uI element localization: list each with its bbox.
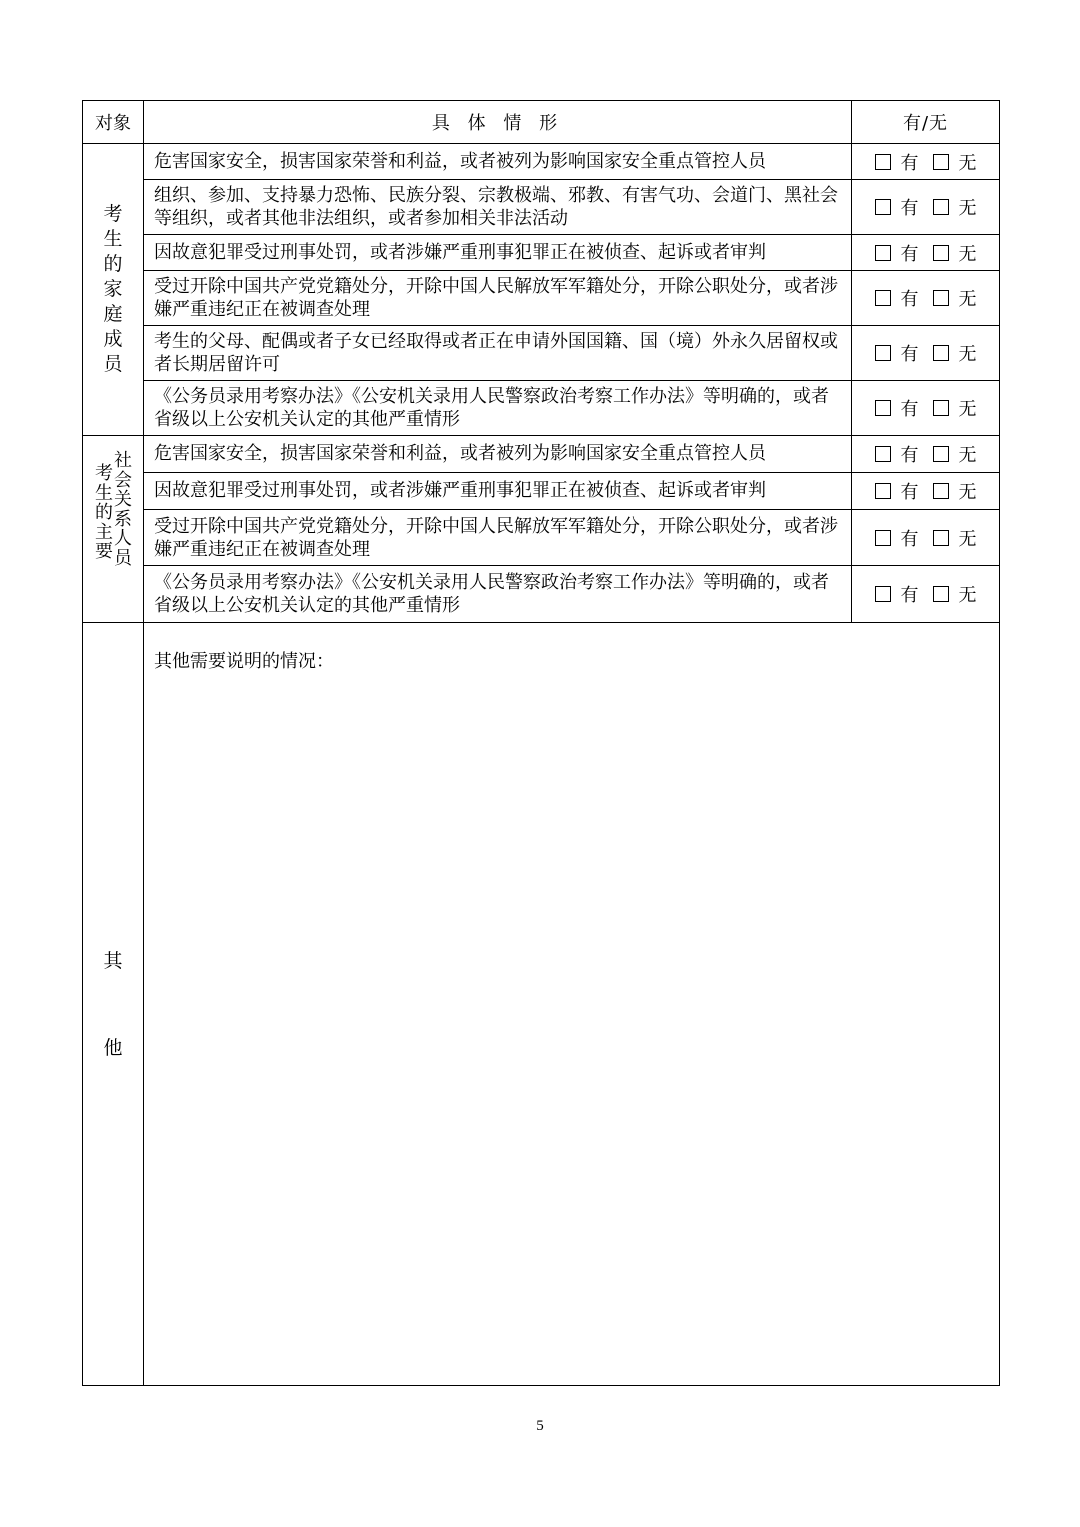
family-row-1-text: 危害国家安全，损害国家荣誉和利益，或者被列为影响国家安全重点管控人员 <box>144 144 852 180</box>
family-row-4-options <box>852 271 1000 326</box>
social-group-label-col1: 考生的主要 <box>95 463 113 562</box>
family-row-4-text: 受过开除中国共产党党籍处分，开除中国人民解放军军籍处分，开除公职处分，或者涉嫌严重违纪正在被调查处理 <box>144 271 852 326</box>
no-option[interactable]: 无 <box>933 525 977 551</box>
no-option[interactable]: 无 <box>933 285 977 311</box>
yes-option[interactable]: 有 <box>875 581 919 607</box>
social-group-label-col2: 社会关系人员 <box>114 450 132 569</box>
no-option[interactable]: 无 <box>933 240 977 266</box>
no-option[interactable]: 无 <box>933 149 977 175</box>
other-label-cell <box>83 623 144 1386</box>
social-row-3-options <box>852 509 1000 566</box>
header-yes-no: 有/无 <box>852 101 1000 144</box>
checkbox[interactable] <box>933 290 949 306</box>
no-option[interactable]: 无 <box>933 441 977 467</box>
family-row-2-options <box>852 180 1000 235</box>
social-row-3-text: 受过开除中国共产党党籍处分，开除中国人民解放军军籍处分，开除公职处分，或者涉嫌严重违纪正在被调查处理 <box>144 509 852 566</box>
yes-option[interactable]: 有 <box>875 441 919 467</box>
family-row-2-text: 组织、参加、支持暴力恐怖、民族分裂、宗教极端、邪教、有害气功、会道门、黑社会等组织，或者其他非法组织，或者参加相关非法活动 <box>144 180 852 235</box>
checkbox[interactable] <box>933 446 949 462</box>
checkbox[interactable] <box>875 446 891 462</box>
social-row-4-text: 《公务员录用考察办法》《公安机关录用人民警察政治考察工作办法》等明确的，或者省级以上公安机关认定的其他严重情形 <box>144 566 852 623</box>
family-group-label: 考生的家庭成员 <box>103 203 123 375</box>
social-row-4-options <box>852 566 1000 623</box>
yes-option[interactable]: 有 <box>875 478 919 504</box>
family-row-6-text: 《公务员录用考察办法》《公安机关录用人民警察政治考察工作办法》等明确的，或者省级以上公安机关认定的其他严重情形 <box>144 381 852 436</box>
checkbox[interactable] <box>875 199 891 215</box>
checkbox[interactable] <box>933 199 949 215</box>
no-option[interactable]: 无 <box>933 340 977 366</box>
social-row-2-text: 因故意犯罪受过刑事处罚，或者涉嫌严重刑事犯罪正在被侦查、起诉或者审判 <box>144 472 852 509</box>
family-row-5-options <box>852 326 1000 381</box>
checkbox[interactable] <box>933 483 949 499</box>
social-row-2-options <box>852 472 1000 509</box>
other-label-2: 他 <box>103 1037 123 1059</box>
family-row-3-options <box>852 235 1000 271</box>
social-row-1-text: 危害国家安全，损害国家荣誉和利益，或者被列为影响国家安全重点管控人员 <box>144 436 852 473</box>
checkbox[interactable] <box>933 400 949 416</box>
social-group-label-cell <box>83 436 144 623</box>
checkbox[interactable] <box>875 530 891 546</box>
no-option[interactable]: 无 <box>933 194 977 220</box>
family-row-6-options <box>852 381 1000 436</box>
social-row-1-options <box>852 436 1000 473</box>
checkbox[interactable] <box>875 586 891 602</box>
review-form-table <box>82 100 1000 1386</box>
family-row-1-options <box>852 144 1000 180</box>
yes-option[interactable]: 有 <box>875 149 919 175</box>
family-row-5-text: 考生的父母、配偶或者子女已经取得或者正在申请外国国籍、国（境）外永久居留权或者长期居留许可 <box>144 326 852 381</box>
no-option[interactable]: 无 <box>933 581 977 607</box>
checkbox[interactable] <box>933 586 949 602</box>
checkbox[interactable] <box>875 345 891 361</box>
checkbox[interactable] <box>933 530 949 546</box>
header-situation: 具 体 情 形 <box>144 101 852 144</box>
yes-option[interactable]: 有 <box>875 525 919 551</box>
checkbox[interactable] <box>875 400 891 416</box>
checkbox[interactable] <box>875 245 891 261</box>
page-number: 5 <box>536 1418 544 1434</box>
other-label-1: 其 <box>103 950 123 972</box>
no-option[interactable]: 无 <box>933 395 977 421</box>
family-group-label-cell <box>83 144 144 436</box>
header-object: 对象 <box>83 101 144 144</box>
checkbox[interactable] <box>933 345 949 361</box>
other-notes-prompt: 其他需要说明的情况： <box>154 651 334 672</box>
family-row-3-text: 因故意犯罪受过刑事处罚，或者涉嫌严重刑事犯罪正在被侦查、起诉或者审判 <box>144 235 852 271</box>
yes-option[interactable]: 有 <box>875 194 919 220</box>
no-option[interactable]: 无 <box>933 478 977 504</box>
checkbox[interactable] <box>875 483 891 499</box>
checkbox[interactable] <box>933 245 949 261</box>
yes-option[interactable]: 有 <box>875 240 919 266</box>
yes-option[interactable]: 有 <box>875 395 919 421</box>
checkbox[interactable] <box>875 154 891 170</box>
checkbox[interactable] <box>933 154 949 170</box>
yes-option[interactable]: 有 <box>875 285 919 311</box>
yes-option[interactable]: 有 <box>875 340 919 366</box>
other-notes-field[interactable] <box>144 623 1000 1386</box>
checkbox[interactable] <box>875 290 891 306</box>
